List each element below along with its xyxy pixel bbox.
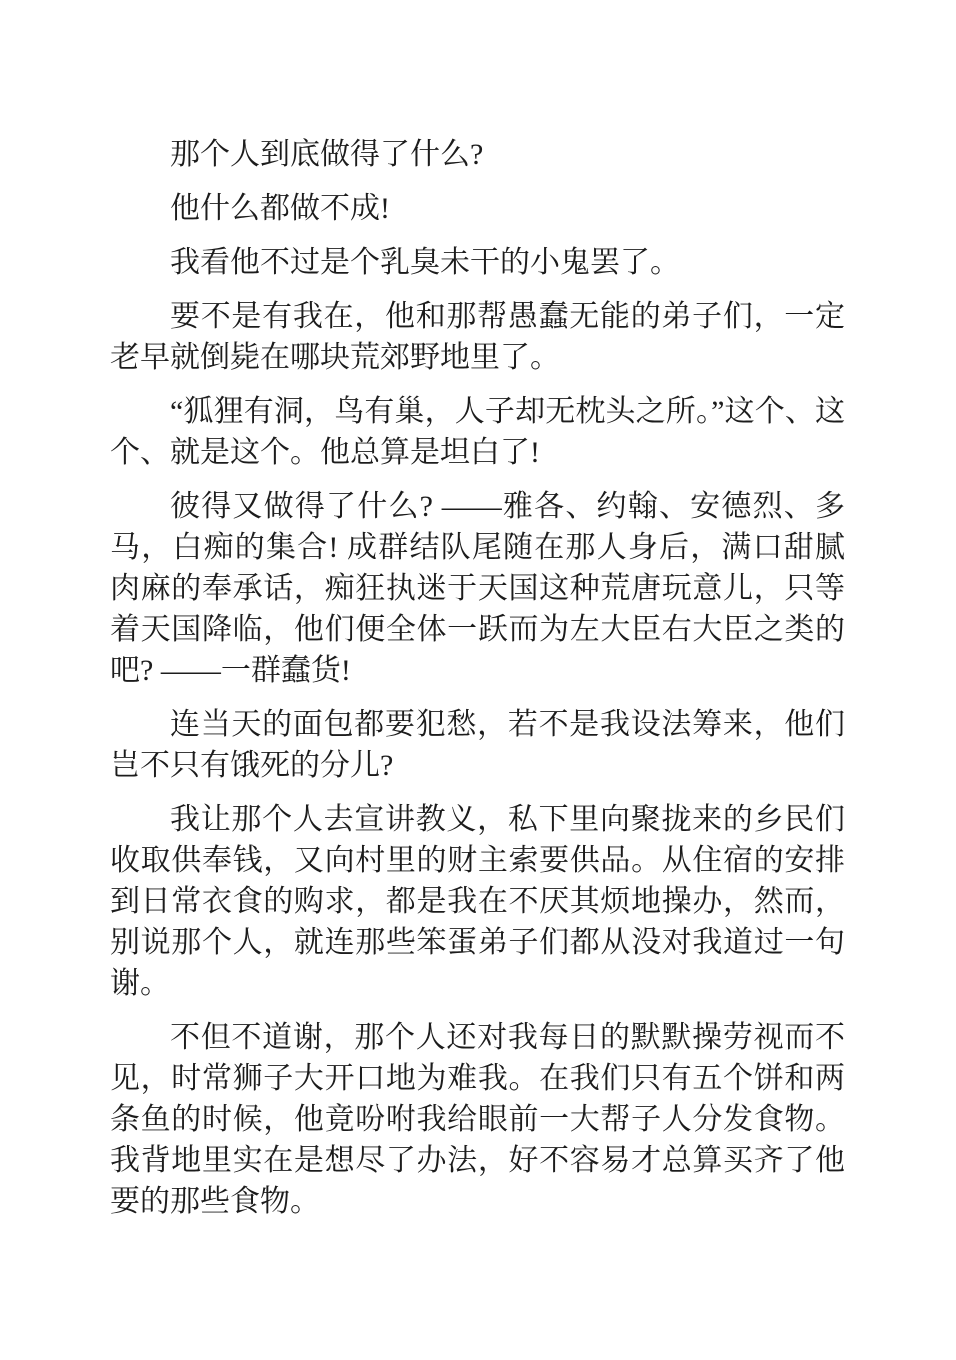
paragraph: 彼得又做得了什么? ——雅各、约翰、安德烈、多马，白痴的集合! 成群结队尾随在那人身后，满口甜腻肉麻的奉承话，痴狂执迷于天国这种荒唐玩意儿，只等着天国降临，他们便全体一跃而为左大臣右大臣之类的吧? ——一群蠢货! <box>110 490 845 687</box>
paragraph: 不但不道谢，那个人还对我每日的默默操劳视而不见，时常狮子大开口地为难我。在我们只有五个饼和两条鱼的时候，他竟吩咐我给眼前一大帮子人分发食物。我背地里实在是想尽了办法，好不容易才总算买齐了他要的那些食物。 <box>110 1021 845 1218</box>
paragraph: “狐狸有洞，鸟有巢，人子却无枕头之所。”这个、这个、就是这个。他总算是坦白了! <box>110 395 845 469</box>
paragraph: 连当天的面包都要犯愁，若不是我设法筹来，他们岂不只有饿死的分儿? <box>110 708 845 782</box>
paragraph: 我让那个人去宣讲教义，私下里向聚拢来的乡民们收取供奉钱，又向村里的财主索要供品。从住宿的安排到日常衣食的购求，都是我在不厌其烦地操办，然而，别说那个人，就连那些笨蛋弟子们都从没对我道过一句谢。 <box>110 803 845 1000</box>
paragraph: 要不是有我在，他和那帮愚蠢无能的弟子们，一定老早就倒毙在哪块荒郊野地里了。 <box>110 300 845 374</box>
paragraph: 我看他不过是个乳臭未干的小鬼罢了。 <box>170 246 680 279</box>
paragraph: 他什么都做不成! <box>170 192 390 225</box>
paragraph: 那个人到底做得了什么? <box>170 138 484 171</box>
